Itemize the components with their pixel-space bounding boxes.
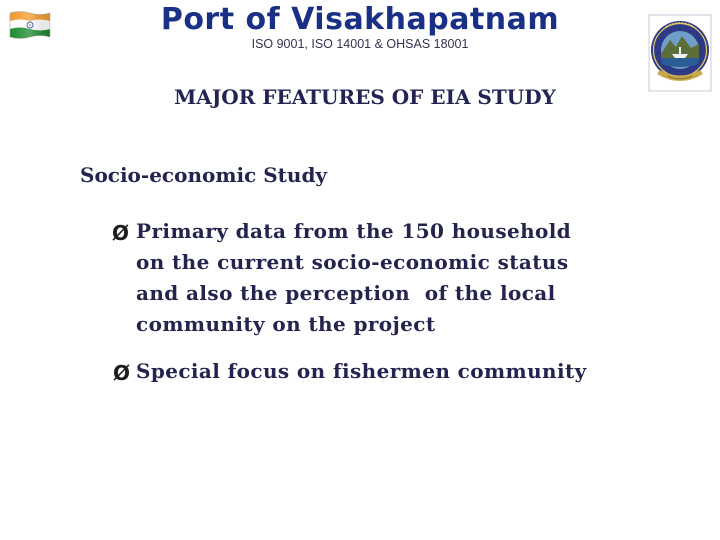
port-title: Port of Visakhapatnam [160, 2, 560, 37]
slide-heading: MAJOR FEATURES OF EIA STUDY [174, 85, 556, 109]
port-emblem-icon [648, 14, 712, 92]
bullet-text: Special focus on fishermen community [136, 359, 587, 383]
section-title: Socio-economic Study [80, 163, 328, 187]
arrow-bullet-icon: Ø [112, 221, 130, 245]
certifications-subtitle: ISO 9001, ISO 14001 & OHSAS 18001 [251, 37, 469, 51]
arrow-bullet-icon: Ø [113, 361, 131, 385]
bullet-text: Primary data from the 150 household on the current socio-economic status and also the perception of the local community on the project [136, 219, 572, 336]
